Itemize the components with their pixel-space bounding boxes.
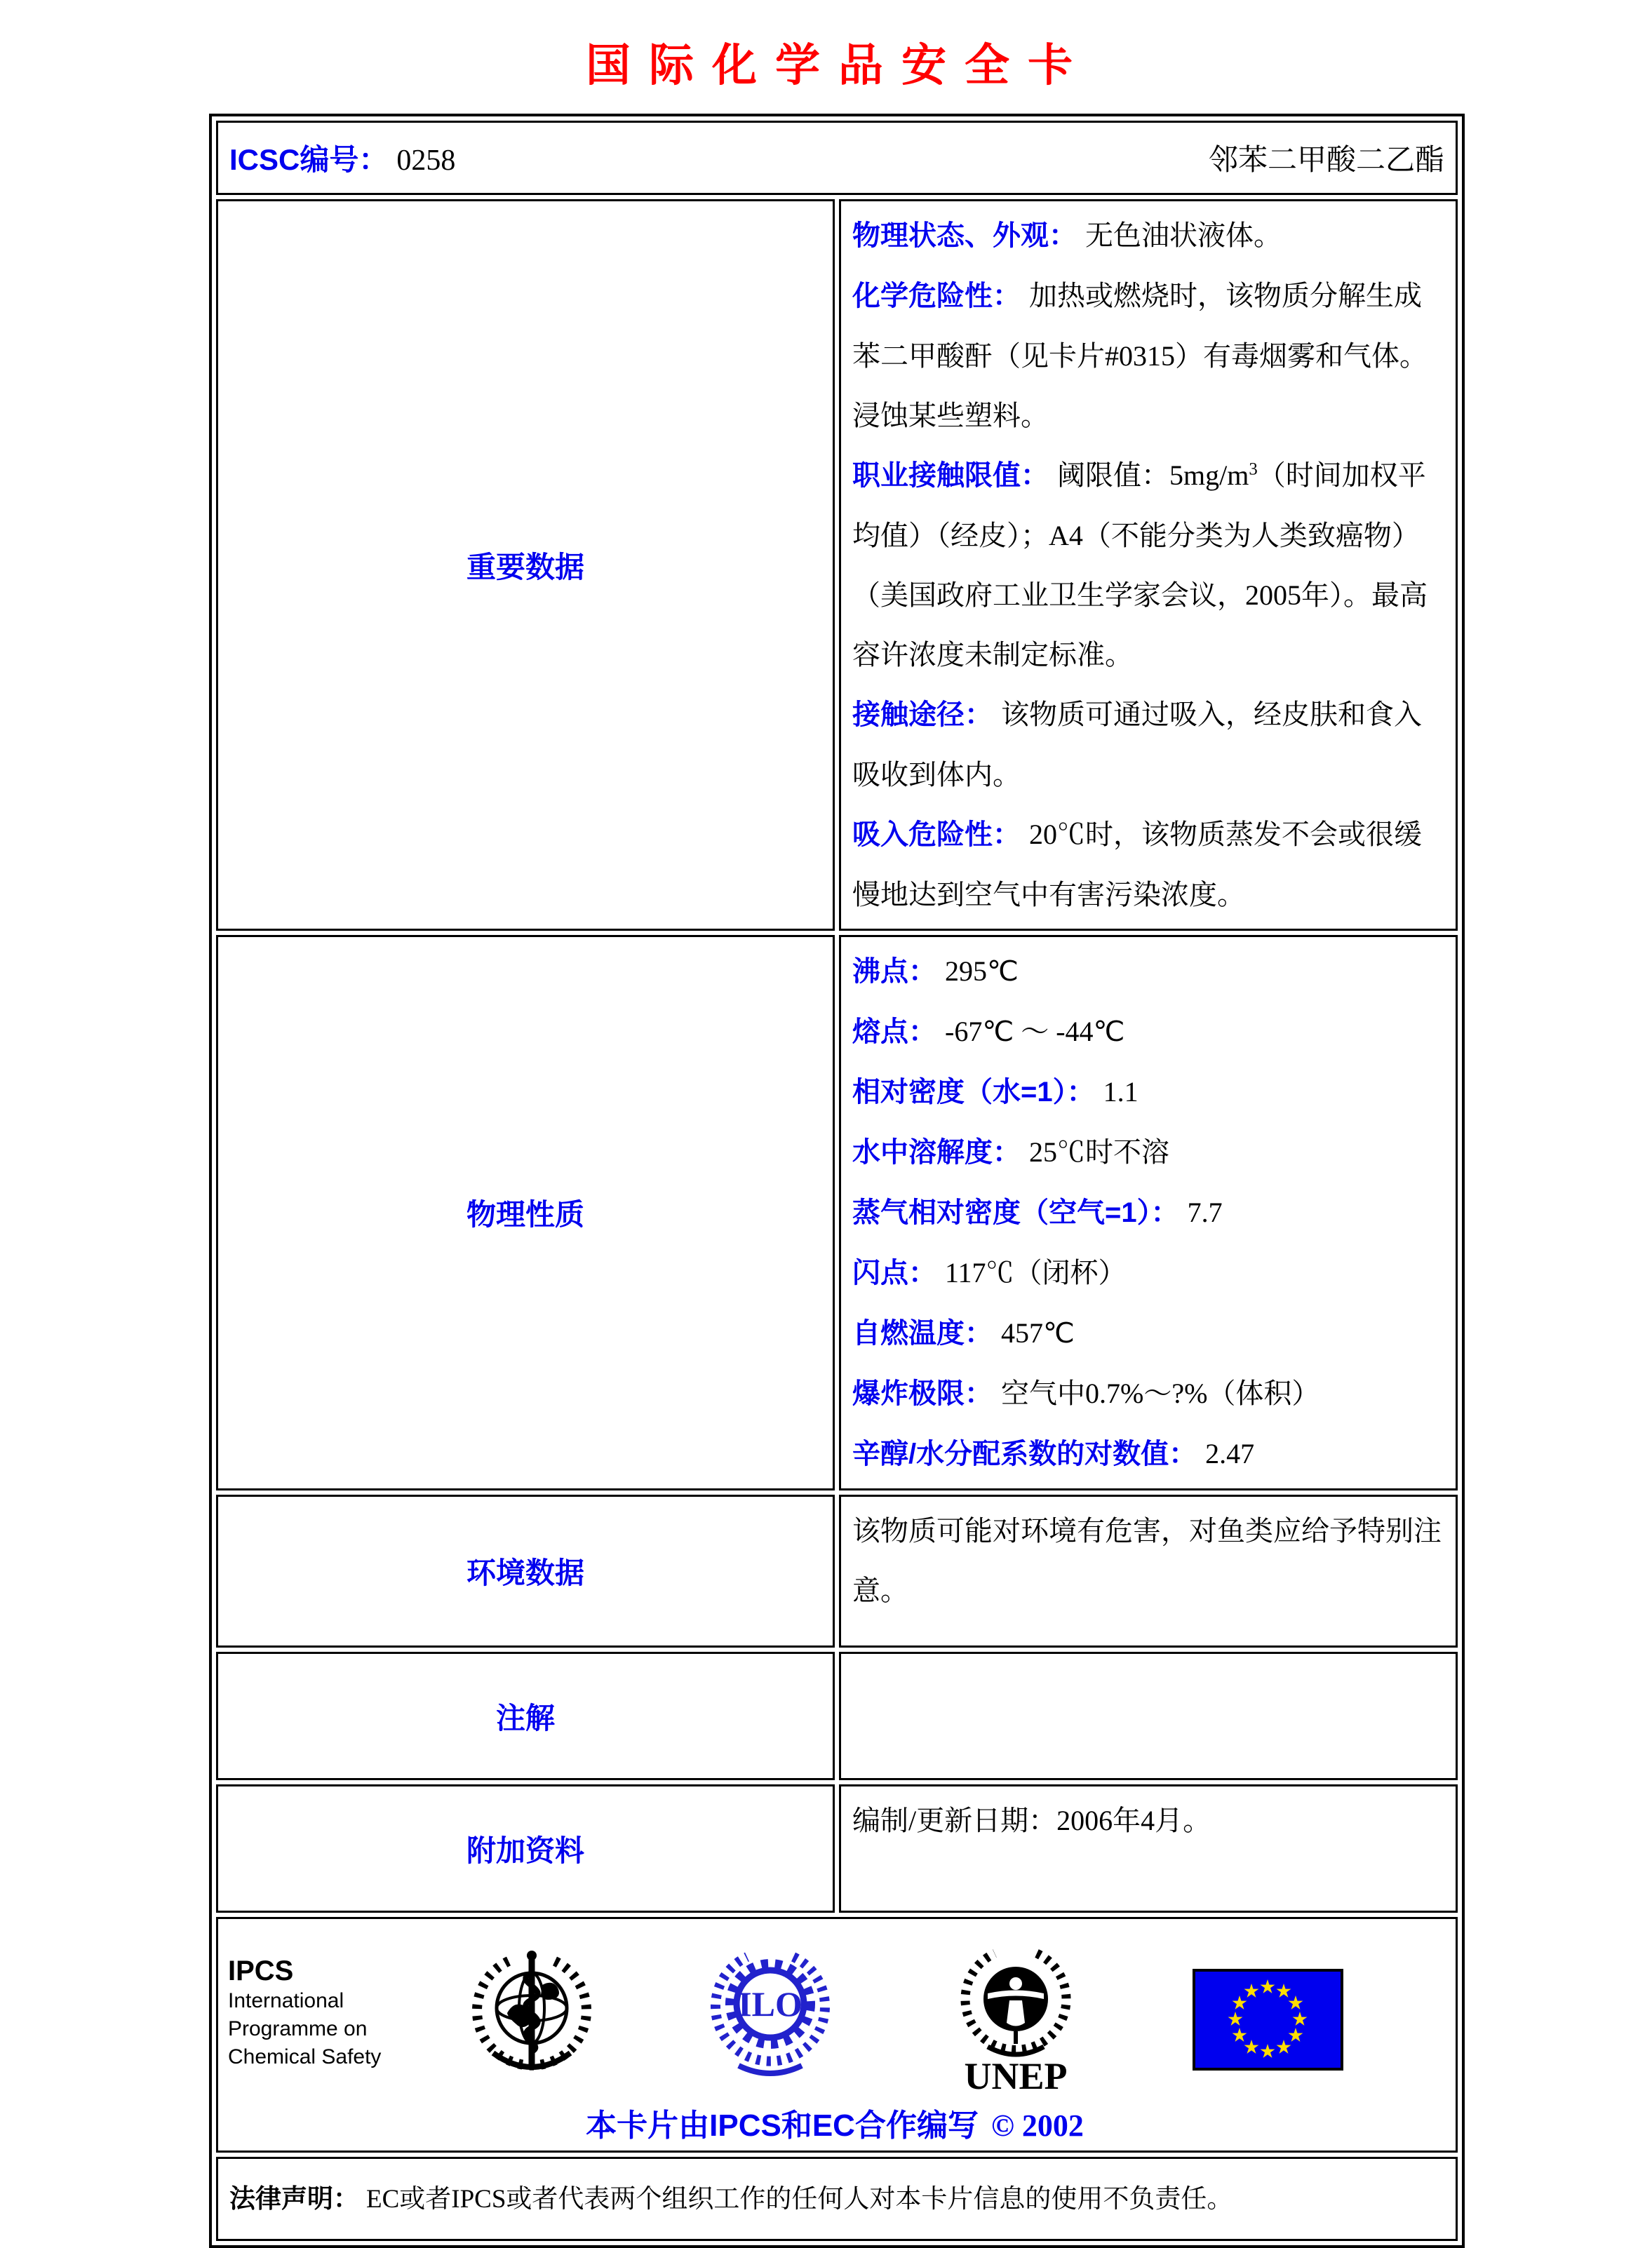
field-value: （时间加权平均值）（经皮）；A4（不能分类为人类致癌物）（美国政府工业卫生学家会议，2005年）。最高容许浓度未制定标准。 — [852, 459, 1428, 671]
chemical-name: 邻苯二甲酸二乙酯 — [1208, 144, 1444, 177]
section-content-physical-properties — [839, 935, 1458, 1490]
field-row — [852, 1183, 1444, 1243]
row-legal — [216, 2157, 1458, 2241]
row-logos — [216, 1917, 1458, 2153]
section-content-important-data — [839, 199, 1458, 931]
field-row — [852, 1424, 1444, 1484]
field-label: 物理状态、外观： — [852, 220, 1077, 251]
field-row — [852, 1303, 1444, 1364]
section-label-notes: 注解 — [216, 1652, 835, 1780]
field-label: 自燃温度： — [852, 1318, 993, 1349]
ipcs-acronym: IPCS — [228, 1956, 294, 1986]
field-row — [852, 1062, 1444, 1122]
icsc-number-value: 0258 — [396, 144, 456, 177]
section-label-physical-properties: 物理性质 — [216, 935, 835, 1490]
field-value: 25℃时不溶 — [1029, 1136, 1169, 1168]
row-important-data — [216, 199, 1458, 931]
field-row — [852, 685, 1444, 805]
field-row — [852, 1002, 1444, 1062]
field-row — [852, 206, 1444, 266]
logos-cell — [216, 1917, 1458, 2153]
field-label: 水中溶解度： — [852, 1137, 1021, 1168]
section-label-additional-info: 附加资料 — [216, 1784, 835, 1913]
copyright-text: 本卡片由IPCS和EC合作编写 — [586, 2108, 979, 2143]
field-row — [852, 805, 1444, 924]
row-notes — [216, 1652, 1458, 1780]
who-logo — [465, 1946, 598, 2080]
unep-logo — [949, 1929, 1082, 2097]
legal-label: 法律声明： — [229, 2183, 359, 2213]
field-row — [852, 1122, 1444, 1183]
card-header-cell — [216, 121, 1458, 195]
icsc-card-table — [209, 114, 1465, 2248]
field-label: 接触途径： — [852, 699, 993, 730]
field-label: 闪点： — [852, 1258, 936, 1288]
field-value: -67℃ ～ -44℃ — [945, 1016, 1125, 1047]
svg-text:UNEP: UNEP — [964, 2055, 1068, 2097]
field-row — [852, 266, 1444, 445]
icsc-number-group — [229, 137, 455, 179]
ipcs-text-block — [228, 1955, 416, 2071]
field-value: 空气中0.7%～?%（体积） — [1001, 1378, 1320, 1409]
copyright-line — [228, 2100, 1442, 2145]
field-value: 20℃时，该物质蒸发不会或很缓慢地达到空气中有害污染浓度。 — [852, 819, 1422, 910]
field-row — [852, 1364, 1444, 1424]
card-header-row — [216, 121, 1458, 195]
page-title: 国际化学品安全卡 — [586, 41, 1091, 90]
field-value: 阈限值：5mg/m — [1057, 459, 1249, 491]
field-label: 沸点： — [852, 956, 936, 987]
section-label-important-data: 重要数据 — [216, 199, 835, 931]
field-value: 该物质可通过吸入，经皮肤和食入吸收到体内。 — [852, 699, 1422, 790]
field-value: 7.7 — [1187, 1197, 1223, 1228]
field-value: 3 — [1249, 459, 1258, 479]
field-label: 吸入危险性： — [852, 819, 1021, 850]
icsc-number-label: ICSC编号： — [229, 143, 389, 176]
ipcs-line-1: International — [228, 1989, 344, 2012]
ilo-logo — [704, 1939, 837, 2087]
eu-flag-icon — [1193, 1969, 1343, 2071]
field-label: 职业接触限值： — [852, 460, 1049, 491]
field-label: 化学危险性： — [852, 281, 1021, 311]
field-label: 蒸气相对密度（空气=1）： — [852, 1197, 1179, 1228]
field-value: 117℃（闭杯） — [945, 1257, 1127, 1288]
ipcs-line-2: Programme on — [228, 2017, 368, 2040]
section-content-additional-info: 编制/更新日期：2006年4月。 — [839, 1784, 1458, 1913]
field-row — [852, 941, 1444, 1002]
section-label-environmental-data: 环境数据 — [216, 1495, 835, 1648]
field-label: 熔点： — [852, 1016, 936, 1047]
row-physical-properties — [216, 935, 1458, 1490]
field-value: 1.1 — [1103, 1076, 1139, 1108]
legal-text: EC或者IPCS或者代表两个组织工作的任何人对本卡片信息的使用不负责任。 — [366, 2184, 1233, 2214]
field-value: 457℃ — [1001, 1317, 1075, 1349]
ipcs-line-3: Chemical Safety — [228, 2045, 382, 2068]
row-environmental-data — [216, 1495, 1458, 1648]
field-label: 相对密度（水=1）： — [852, 1077, 1095, 1108]
legal-cell — [216, 2157, 1458, 2241]
section-content-notes — [839, 1652, 1458, 1780]
field-row — [852, 1243, 1444, 1303]
field-value: 加热或燃烧时，该物质分解生成苯二甲酸酐（见卡片#0315）有毒烟雾和气体。浸蚀某些塑料。 — [852, 280, 1428, 431]
field-value: 无色油状液体。 — [1085, 220, 1282, 251]
copyright-year: © 2002 — [990, 2108, 1084, 2143]
field-label: 爆炸极限： — [852, 1378, 993, 1409]
section-content-environmental-data: 该物质可能对环境有危害，对鱼类应给予特别注意。 — [839, 1495, 1458, 1648]
row-additional-info — [216, 1784, 1458, 1913]
field-value: 295℃ — [945, 955, 1019, 987]
field-row — [852, 445, 1444, 685]
svg-text:ILO: ILO — [738, 1984, 803, 2024]
field-value: 2.47 — [1205, 1438, 1255, 1469]
field-label: 辛醇/水分配系数的对数值： — [852, 1439, 1197, 1469]
